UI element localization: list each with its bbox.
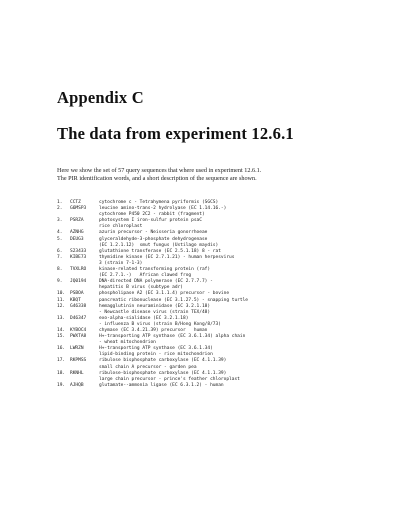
entry-pir-code: G46338 [70,303,87,309]
entry-description: phospholipase A2 (EC 3.1.1.4) precursor - bovine [99,291,230,297]
sequence-entry [57,383,357,389]
entry-description: glutamate--ammonia ligase (EC 6.3.1.2) - human [99,382,224,388]
entry-pir-code: KBQT [70,297,81,303]
entry-number: 4. [57,230,63,236]
entry-pir-code: KYBOC4 [70,327,87,333]
entry-pir-code: D46347 [70,315,87,321]
entry-pir-code: G6MSP3 [70,206,87,212]
entry-number: 2. [57,206,63,212]
entry-pir-code: JQ0194 [70,279,87,285]
entry-description: ribulose bisphosphate carboxylase (EC 4.1.1.39) [99,358,227,364]
entry-description: glyceraldehyde-3-phosphate dehydrogenase [99,236,208,242]
entry-number: 7. [57,254,63,260]
entry-description: azurin precursor - Neisseria gonorrhoeae [99,230,208,236]
entry-number: 1. [57,200,63,205]
entry-description-continued: cytochrome P450 2C2 - rabbit (fragment) [99,212,205,218]
entry-description: H+-transporting ATP synthase (EC 3.6.1.34) alpha chain [99,334,246,340]
entry-description-continued: - influenza B virus (strain B/Hong Kong/8/73) [99,321,221,327]
entry-description: cytochrome c - Tetrahymena pyriformis (SGCS) [99,200,219,205]
intro-line: Here we show the set of 57 query sequences that where used in experiment 12.6.1. [57,167,262,174]
entry-description: thymidine kinase (EC 2.7.1.21) - human herpesvirus [99,254,235,260]
entry-description: H+-transporting ATP synthase (EC 3.6.1.34) [99,346,213,352]
entry-description-continued: large chain precursor - prince's feather chloroplast [99,376,240,382]
entry-number: 3. [57,218,63,224]
entry-number: 5. [57,236,63,242]
entry-pir-code: PSRZA [70,218,84,224]
entry-number: 9. [57,279,63,285]
entry-description: glutathione transferase (EC 2.5.1.18) 8 - rat [99,248,221,254]
entry-number: 14. [57,327,66,333]
entry-description-continued: hepatitis B virus (subtype adr) [99,285,183,291]
entry-pir-code: CCTZ [70,200,81,205]
entry-description-continued: 3 (strain 7-1-3) [99,260,143,266]
entry-pir-code: PSBOA [70,291,84,297]
entry-description-continued: lipid-binding protein - rice mitochondrion [99,352,213,358]
chapter-title: The data from experiment 12.6.1 [57,124,294,143]
entry-number: 19. [57,382,66,388]
intro-paragraph [57,167,357,183]
entry-description: ribulose-bisphosphate carboxylase (EC 4.1.1.39) [99,370,227,376]
entry-number: 15. [57,334,66,340]
entry-pir-code: AJHQB [70,382,84,388]
entry-number: 8. [57,267,63,273]
entry-description-continued: rice chloroplast [99,224,143,230]
entry-pir-code: TVXLRO [70,267,87,273]
entry-number: 17. [57,358,66,364]
entry-description: DNA-directed DNA polymerase (EC 2.7.7.7) - [99,279,213,285]
entry-description: chymase (EC 3.4.21.39) precursor human [99,327,208,333]
entry-description: hemagglutinin neuraminidase (EC 3.2.1.18) [99,303,211,309]
entry-description: leucine amino-trans-2 hydrolyase (EC 1.14.16.-) [99,206,227,212]
appendix-label: Appendix C [57,88,144,107]
entry-description: pancreatic ribonuclease (EC 3.1.27.5) - snapping turtle [99,297,249,303]
entry-description-continued: (EC 2.7.1.-) African clawed frog [99,273,192,279]
entry-number: 16. [57,346,66,352]
entry-description-continued: (EC 1.2.1.12) smut fungus (Ustilago maydis) [99,242,219,248]
entry-pir-code: KIBE73 [70,254,87,260]
entry-number: 6. [57,248,63,254]
entry-description: kinase-related transforming protein (raf) [99,267,211,273]
entry-description: photosystem I iron-sulfur protein psaC [99,218,202,224]
entry-pir-code: S23433 [70,248,87,254]
entry-description-continued: - Newcastle disease virus (strain TEX/48) [99,309,211,315]
entry-number: 11. [57,297,66,303]
entry-description: exo-alpha-sialidase (EC 3.2.1.18) [99,315,189,321]
entry-pir-code: PWXTA8 [70,334,87,340]
sequence-list [57,200,357,389]
entry-pir-code: RKNHL [70,370,84,376]
intro-line: The PIR identification words, and a short description of the sequence are shown. [57,175,257,182]
entry-number: 13. [57,315,66,321]
entry-pir-code: LWRZN [70,346,84,352]
entry-number: 18. [57,370,66,376]
entry-pir-code: RKPMSS [70,358,87,364]
entry-number: 10. [57,291,66,297]
entry-description-continued: small chain A precursor - garden pea [99,364,197,370]
entry-pir-code: DEUG3 [70,236,84,242]
entry-description-continued: - wheat mitochondrion [99,340,156,346]
entry-pir-code: AZNHG [70,230,84,236]
entry-number: 12. [57,303,66,309]
